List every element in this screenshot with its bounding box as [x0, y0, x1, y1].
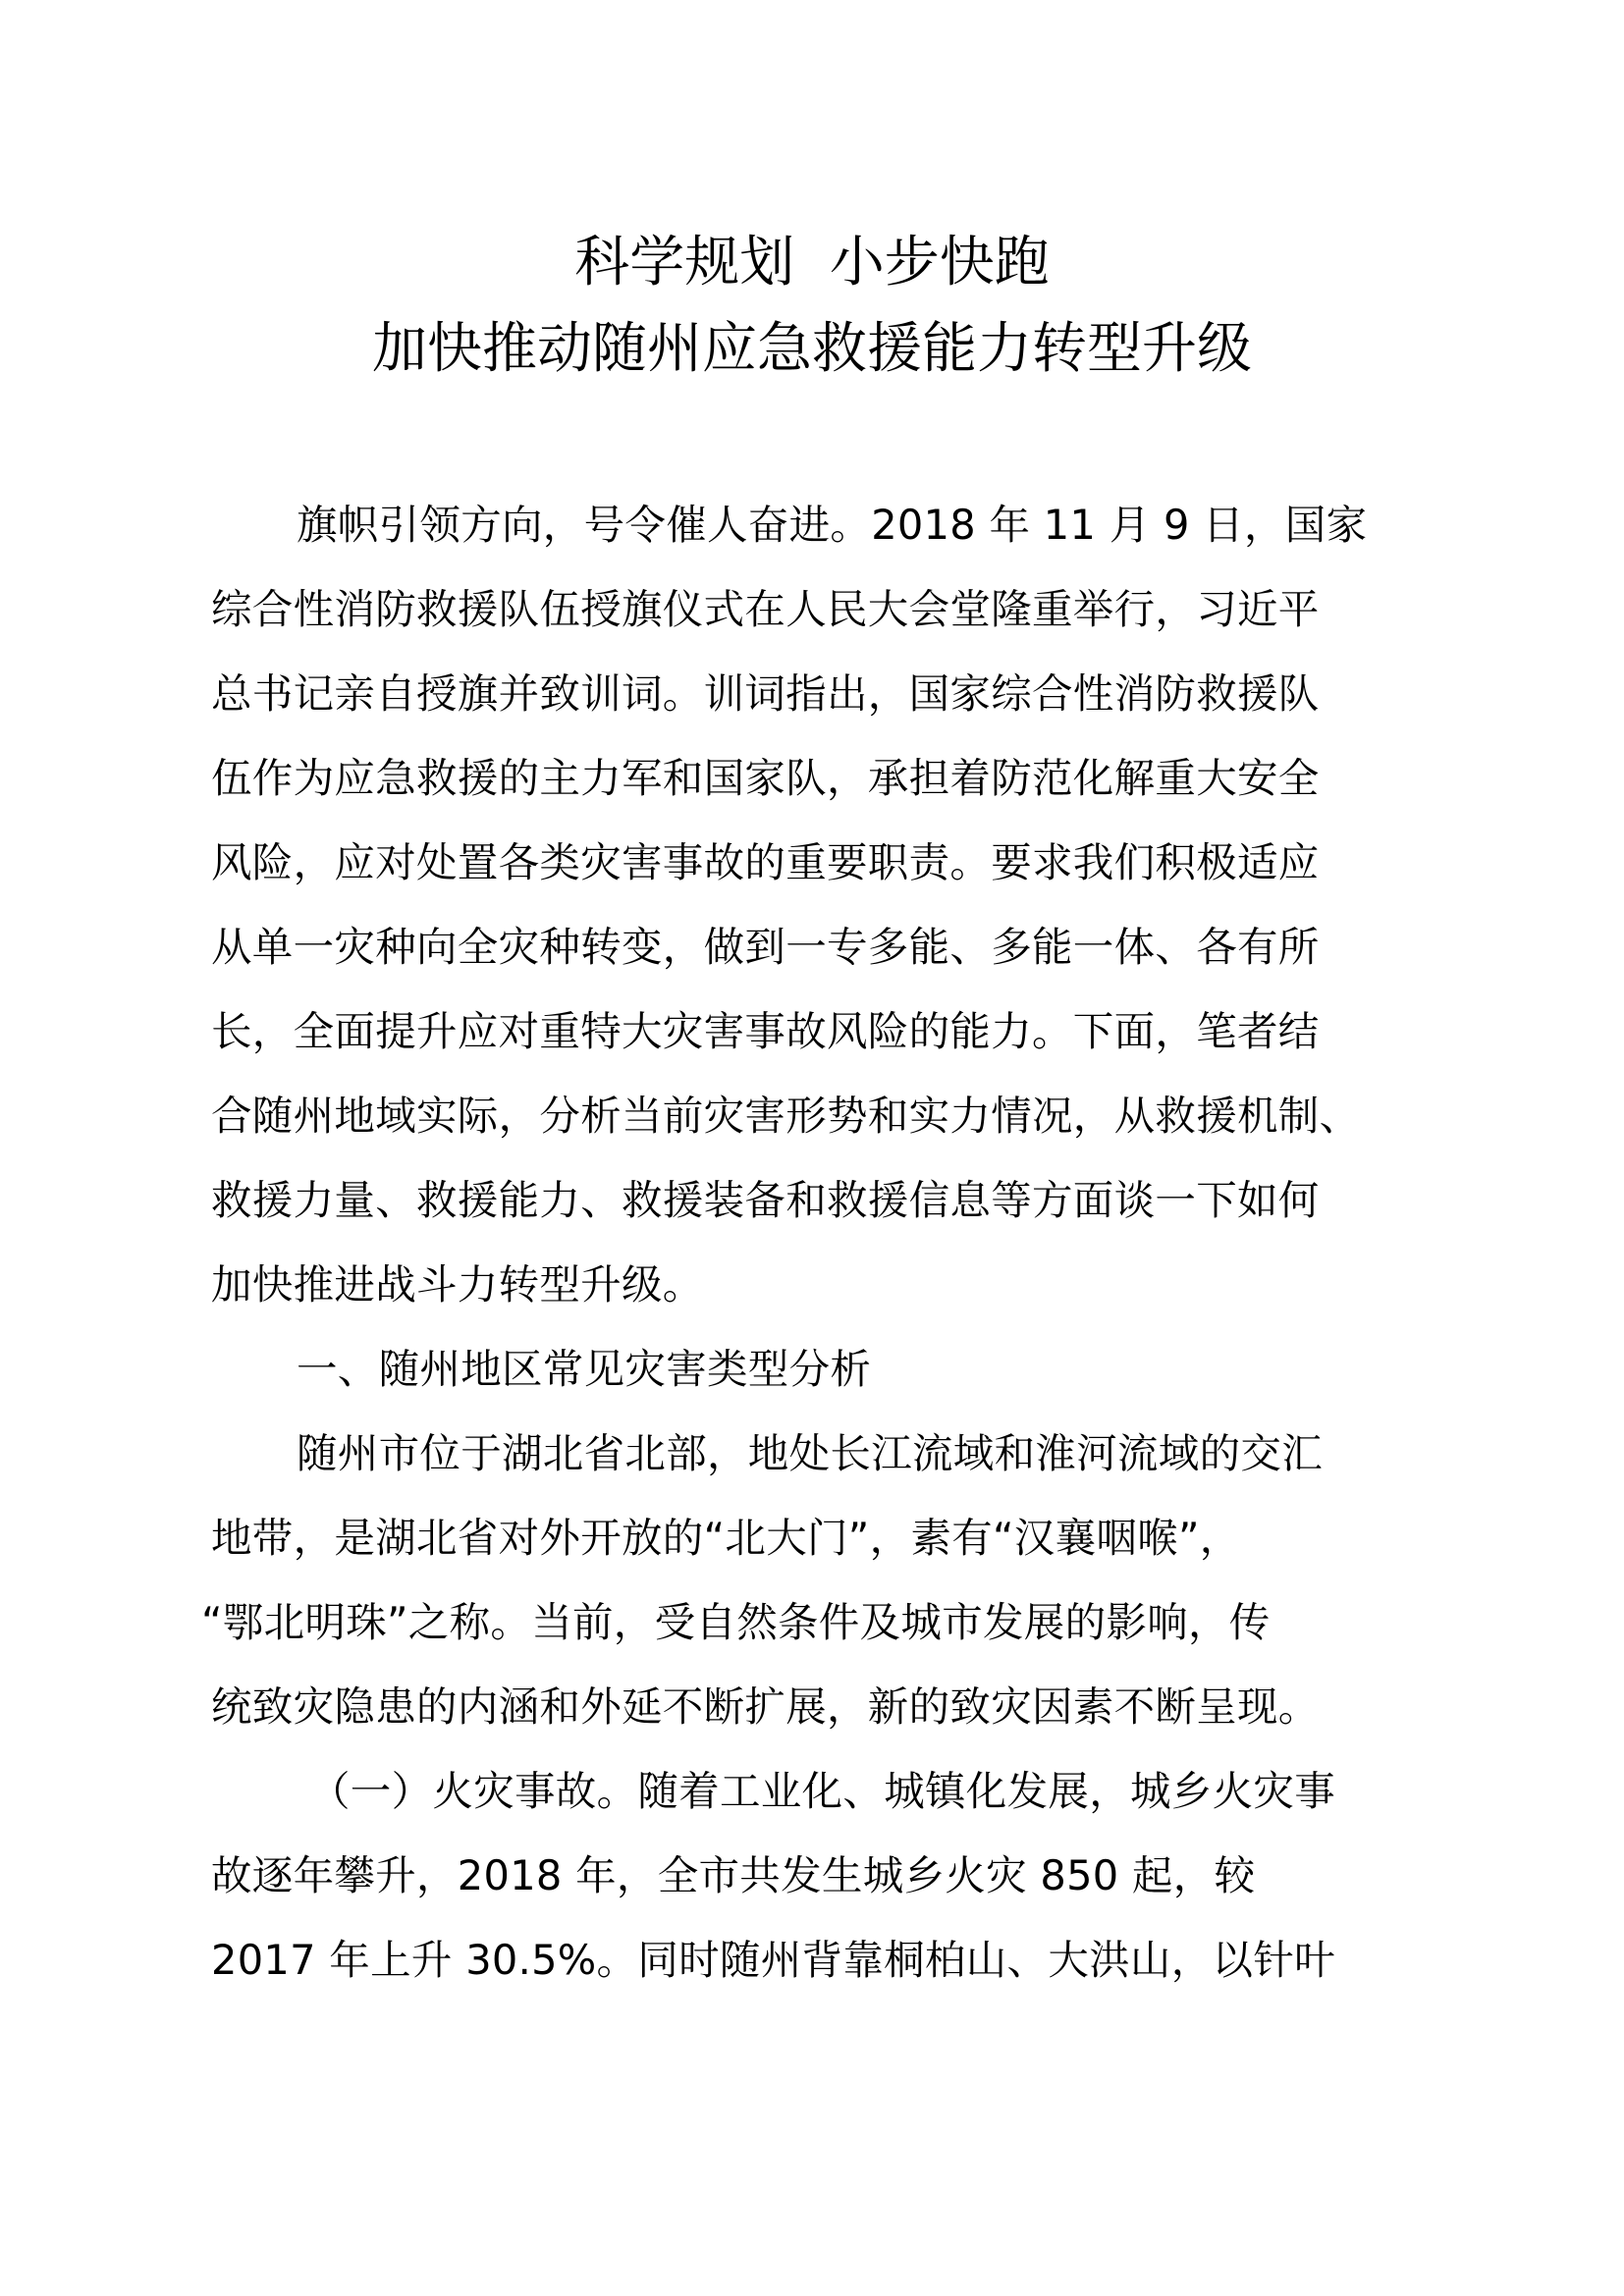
text-line: 地带，是湖北省对外开放的“北大门”，素有“汉襄咽喉”，	[211, 1514, 1241, 1562]
text-line: 长，全面提升应对重特大灾害事故风险的能力。下面，笔者结	[211, 1007, 1320, 1055]
text-line: 加快推进战斗力转型升级。	[211, 1260, 704, 1308]
document-body	[201, 483, 1429, 2002]
text-line: 伍作为应急救援的主力军和国家队，承担着防范化解重大安全	[211, 754, 1320, 802]
title-line-1: 科学规划 小步快跑	[574, 231, 1050, 294]
section-heading-text: 一、随州地区常见灾害类型分析	[297, 1345, 872, 1393]
paragraph-overview	[201, 1412, 1429, 1749]
text-line: 2017 年上升 30.5%。同时随州背靠桐柏山、大洪山，以针叶	[211, 1936, 1335, 1984]
document-title	[0, 220, 1624, 393]
text-line: 故逐年攀升，2018 年，全市共发生城乡火灾 850 起，较	[211, 1851, 1256, 1899]
text-line: 旗帜引领方向，号令催人奋进。2018 年 11 月 9 日，国家	[297, 501, 1368, 549]
section-heading	[211, 1327, 1429, 1412]
text-line: 综合性消防救援队伍授旗仪式在人民大会堂隆重举行，习近平	[211, 585, 1320, 633]
text-line: 从单一灾种向全灾种转变，做到一专多能、多能一体、各有所	[211, 923, 1320, 971]
text-line: “鄂北明珠”之称。当前，受自然条件及城市发展的影响，传	[201, 1598, 1271, 1646]
text-line: 总书记亲自授旗并致训词。训词指出，国家综合性消防救援队	[211, 669, 1320, 718]
text-line: 风险，应对处置各类灾害事故的重要职责。要求我们积极适应	[211, 838, 1320, 886]
subsection-heading-text: （一）火灾事故。随着工业化、城镇化发展，城乡火灾事	[309, 1767, 1336, 1815]
text-line: 救援力量、救援能力、救援装备和救援信息等方面谈一下如何	[211, 1176, 1320, 1224]
text-line: 合随州地域实际，分析当前灾害形势和实力情况，从救援机制、	[211, 1092, 1361, 1140]
text-line: 随州市位于湖北省北部，地处长江流域和淮河流域的交汇	[297, 1429, 1324, 1477]
text-line: 统致灾隐患的内涵和外延不断扩展，新的致灾因素不断呈现。	[211, 1682, 1320, 1731]
title-line-2: 加快推动随州应急救援能力转型升级	[372, 317, 1252, 381]
paragraph-intro	[211, 483, 1429, 1327]
paragraph-fire-accidents	[211, 1749, 1429, 2002]
